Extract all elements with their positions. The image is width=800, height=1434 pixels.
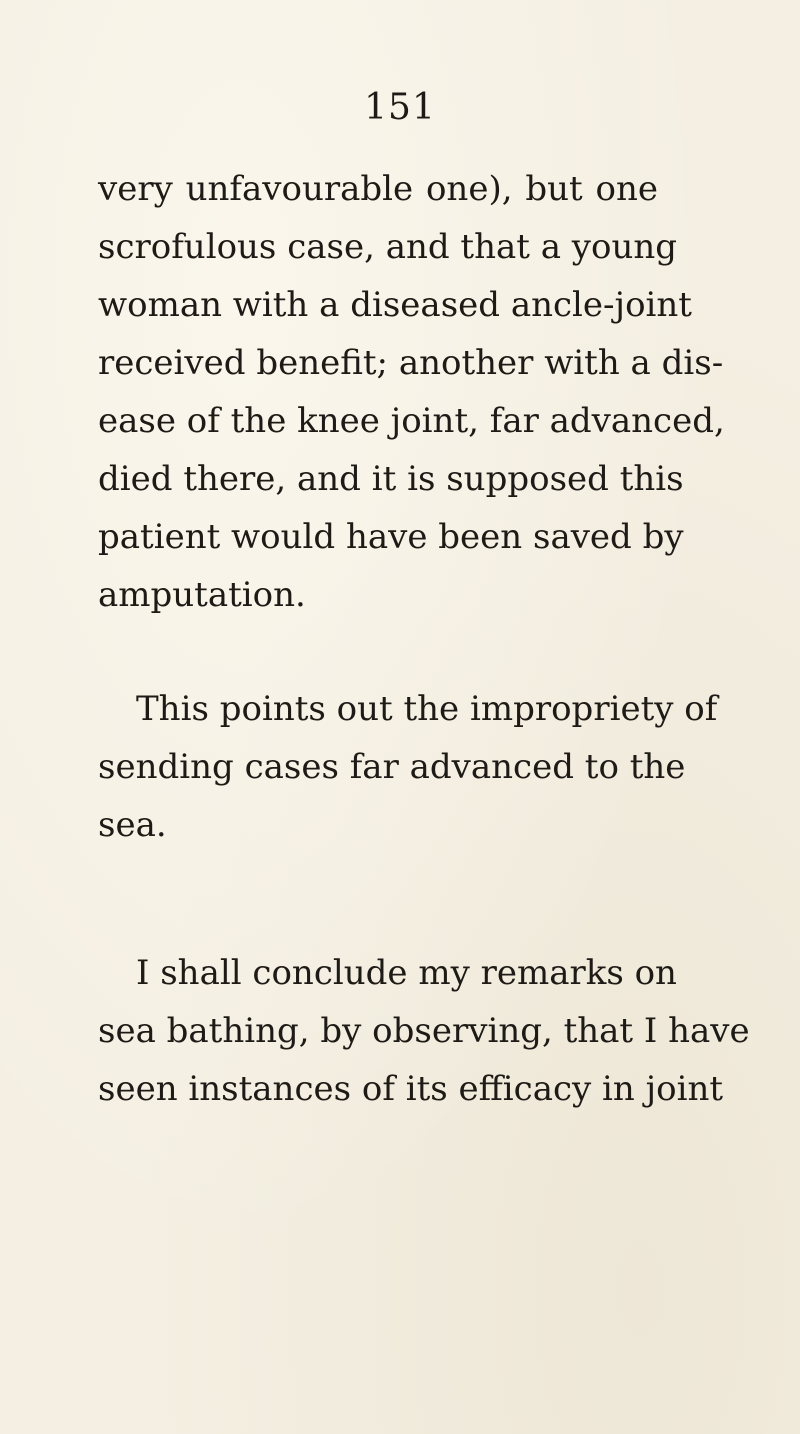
text-line: sea bathing, by observing, that I have <box>98 1011 750 1051</box>
text-line: I shall conclude my remarks on <box>136 953 677 993</box>
paragraph-2 <box>98 680 718 854</box>
paragraph-3 <box>98 944 750 1118</box>
text-line: This points out the impropriety of <box>136 689 718 729</box>
text-line: amputation. <box>98 575 306 615</box>
text-line: seen instances of its efficacy in joint <box>98 1069 724 1109</box>
paragraph-1 <box>98 160 725 624</box>
text-line: ease of the knee joint, far advanced, <box>98 401 725 441</box>
text-line: died there, and it is supposed this <box>98 459 684 499</box>
text-line: patient would have been saved by <box>98 517 684 557</box>
text-line: received benefit; another with a dis- <box>98 343 724 383</box>
text-line: sea. <box>98 805 167 845</box>
text-line: scrofulous case, and that a young <box>98 227 678 267</box>
text-line: very unfavourable one), but one <box>98 169 658 209</box>
text-line: woman with a diseased ancle-joint <box>98 285 692 325</box>
text-line: sending cases far advanced to the <box>98 747 686 787</box>
page-number: 151 <box>364 87 436 128</box>
